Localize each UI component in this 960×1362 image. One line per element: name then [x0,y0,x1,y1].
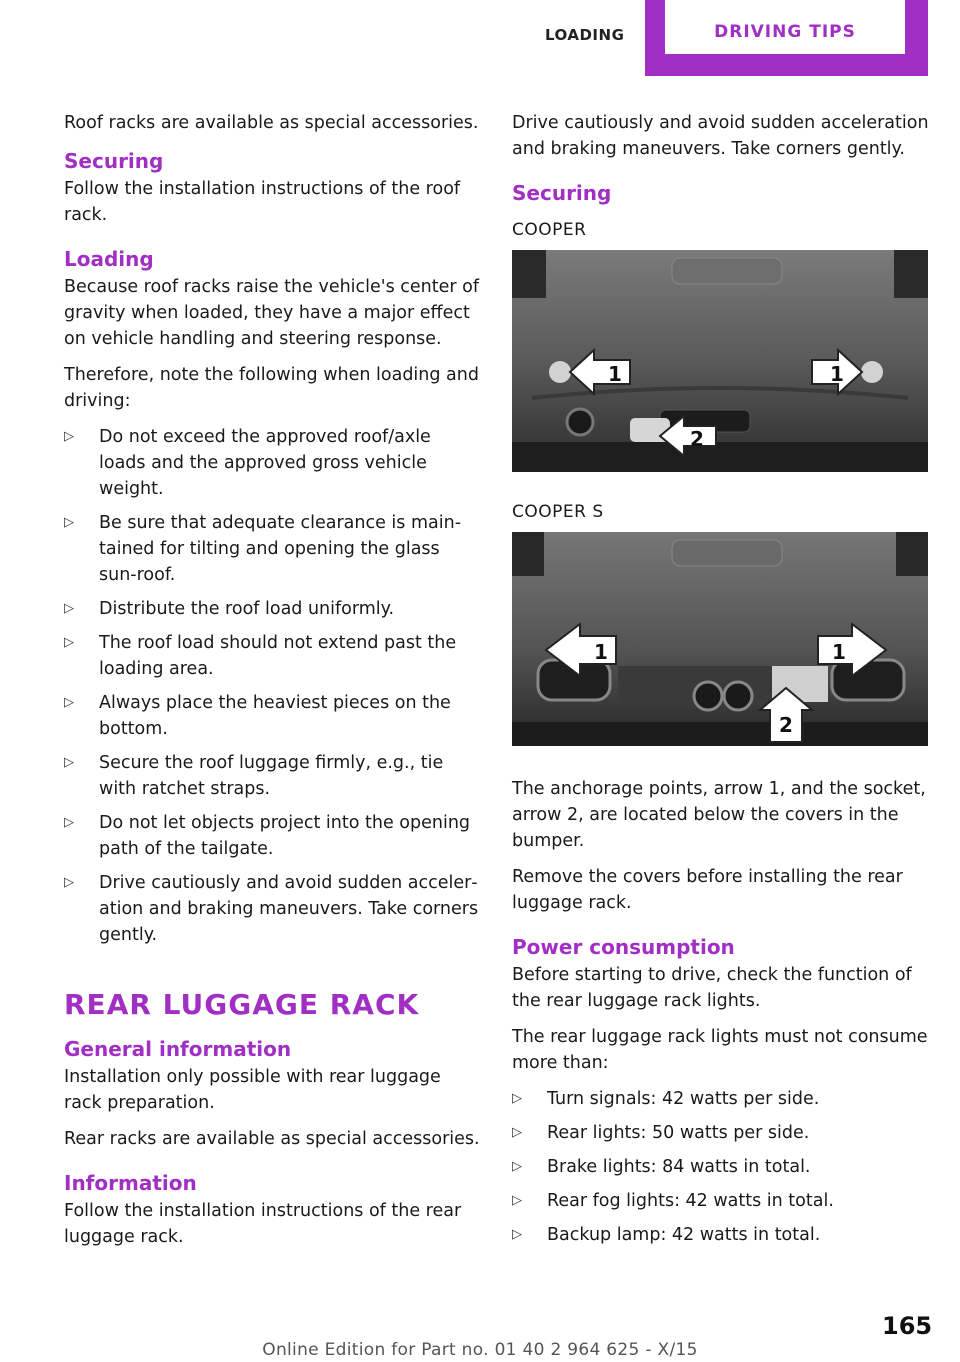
triangle-bullet-icon: ▷ [64,601,74,616]
cooper-s-label: COOPER S [512,502,604,522]
callout-1-right: 1 [832,640,846,664]
power-text-2: The rear luggage rack lights must not consume more than: [512,1027,928,1073]
triangle-bullet-icon: ▷ [512,1193,522,1208]
triangle-bullet-icon: ▷ [512,1227,522,1242]
loading-heading: Loading [64,247,154,271]
securing-heading: Securing [64,149,164,173]
list-item: ▷ Distribute the roof load uniformly. [64,596,482,622]
list-item: ▷ Drive cautiously and avoid sudden acceler‐ation and braking maneuvers. Take corners gently. [64,870,482,948]
list-item: ▷ Be sure that adequate clearance is main‐tained for tilting and opening the glass sun‐roof. [64,510,482,588]
callout-2: 2 [690,427,704,451]
triangle-bullet-icon: ▷ [512,1159,522,1174]
securing-text: Follow the installation instructions of the roof rack. [64,179,461,225]
triangle-bullet-icon: ▷ [512,1091,522,1106]
loading-bullet-list [64,424,482,948]
anchor-point-left [549,361,571,383]
rear-securing-heading: Securing [512,181,612,205]
triangle-bullet-icon: ▷ [64,635,74,650]
cooper-label: COOPER [512,220,587,240]
list-item: ▷ Brake lights: 84 watts in total. [512,1154,930,1180]
list-item: ▷ Secure the roof luggage firmly, e.g., tie with ratchet straps. [64,750,482,802]
triangle-bullet-icon: ▷ [64,429,74,444]
callout-2: 2 [779,713,793,737]
information-heading: Information [64,1171,197,1195]
section-header: LOADING [545,26,625,44]
triangle-bullet-icon: ▷ [64,875,74,890]
drive-text: Drive cautiously and avoid sudden acceleration and braking maneuvers. Take corners gently. [512,113,929,159]
power-consumption-heading: Power consumption [512,935,735,959]
page-number: 165 [882,1312,933,1340]
list-item: ▷ Rear lights: 50 watts per side. [512,1120,930,1146]
rear-luggage-rack-heading: REAR LUGGAGE RACK [64,988,420,1021]
list-item: ▷ Do not exceed the approved roof/axle loads and the approved gross vehicle weight. [64,424,482,502]
chapter-title: DRIVING TIPS [714,22,856,42]
list-item: ▷ The roof load should not extend past the loading area. [64,630,482,682]
list-item: ▷ Do not let objects project into the opening path of the tailgate. [64,810,482,862]
remove-covers-text: Remove the covers before installing the rear luggage rack. [512,867,903,913]
general-text-1: Installation only possible with rear luggage rack preparation. [64,1067,441,1113]
footer-edition-text: Online Edition for Part no. 01 40 2 964 625 - X/15 [262,1340,698,1360]
loading-note: Therefore, note the following when loading and driving: [64,365,479,411]
power-text-1: Before starting to drive, check the function of the rear luggage rack lights. [512,965,912,1011]
triangle-bullet-icon: ▷ [64,755,74,770]
callout-1-left: 1 [594,640,608,664]
list-item: ▷ Turn signals: 42 watts per side. [512,1086,930,1112]
cooper-s-bumper-image [512,532,928,746]
triangle-bullet-icon: ▷ [512,1125,522,1140]
information-text: Follow the installation instructions of the rear luggage rack. [64,1201,462,1247]
cooper-bumper-image [512,250,928,472]
callout-1-right: 1 [830,362,844,386]
intro-text: Roof racks are available as special accessories. [64,113,479,133]
anchorage-text: The anchorage points, arrow 1, and the socket, arrow 2, are located below the covers in the bumper. [512,779,926,851]
list-item: ▷ Always place the heaviest pieces on the bottom. [64,690,482,742]
loading-text: Because roof racks raise the vehicle's center of gravity when loaded, they have a major effect on vehicle handling and steering response. [64,277,480,349]
general-information-heading: General information [64,1037,292,1061]
triangle-bullet-icon: ▷ [64,515,74,530]
triangle-bullet-icon: ▷ [64,815,74,830]
right-column [512,110,930,1256]
general-text-2: Rear racks are available as special accessories. [64,1129,480,1149]
triangle-bullet-icon: ▷ [64,695,74,710]
list-item: ▷ Rear fog lights: 42 watts in total. [512,1188,930,1214]
anchor-point-right [861,361,883,383]
left-column [64,110,482,1260]
callout-1-left: 1 [608,362,622,386]
chapter-tab [645,0,928,76]
list-item: ▷ Backup lamp: 42 watts in total. [512,1222,930,1248]
power-bullet-list [512,1086,930,1248]
